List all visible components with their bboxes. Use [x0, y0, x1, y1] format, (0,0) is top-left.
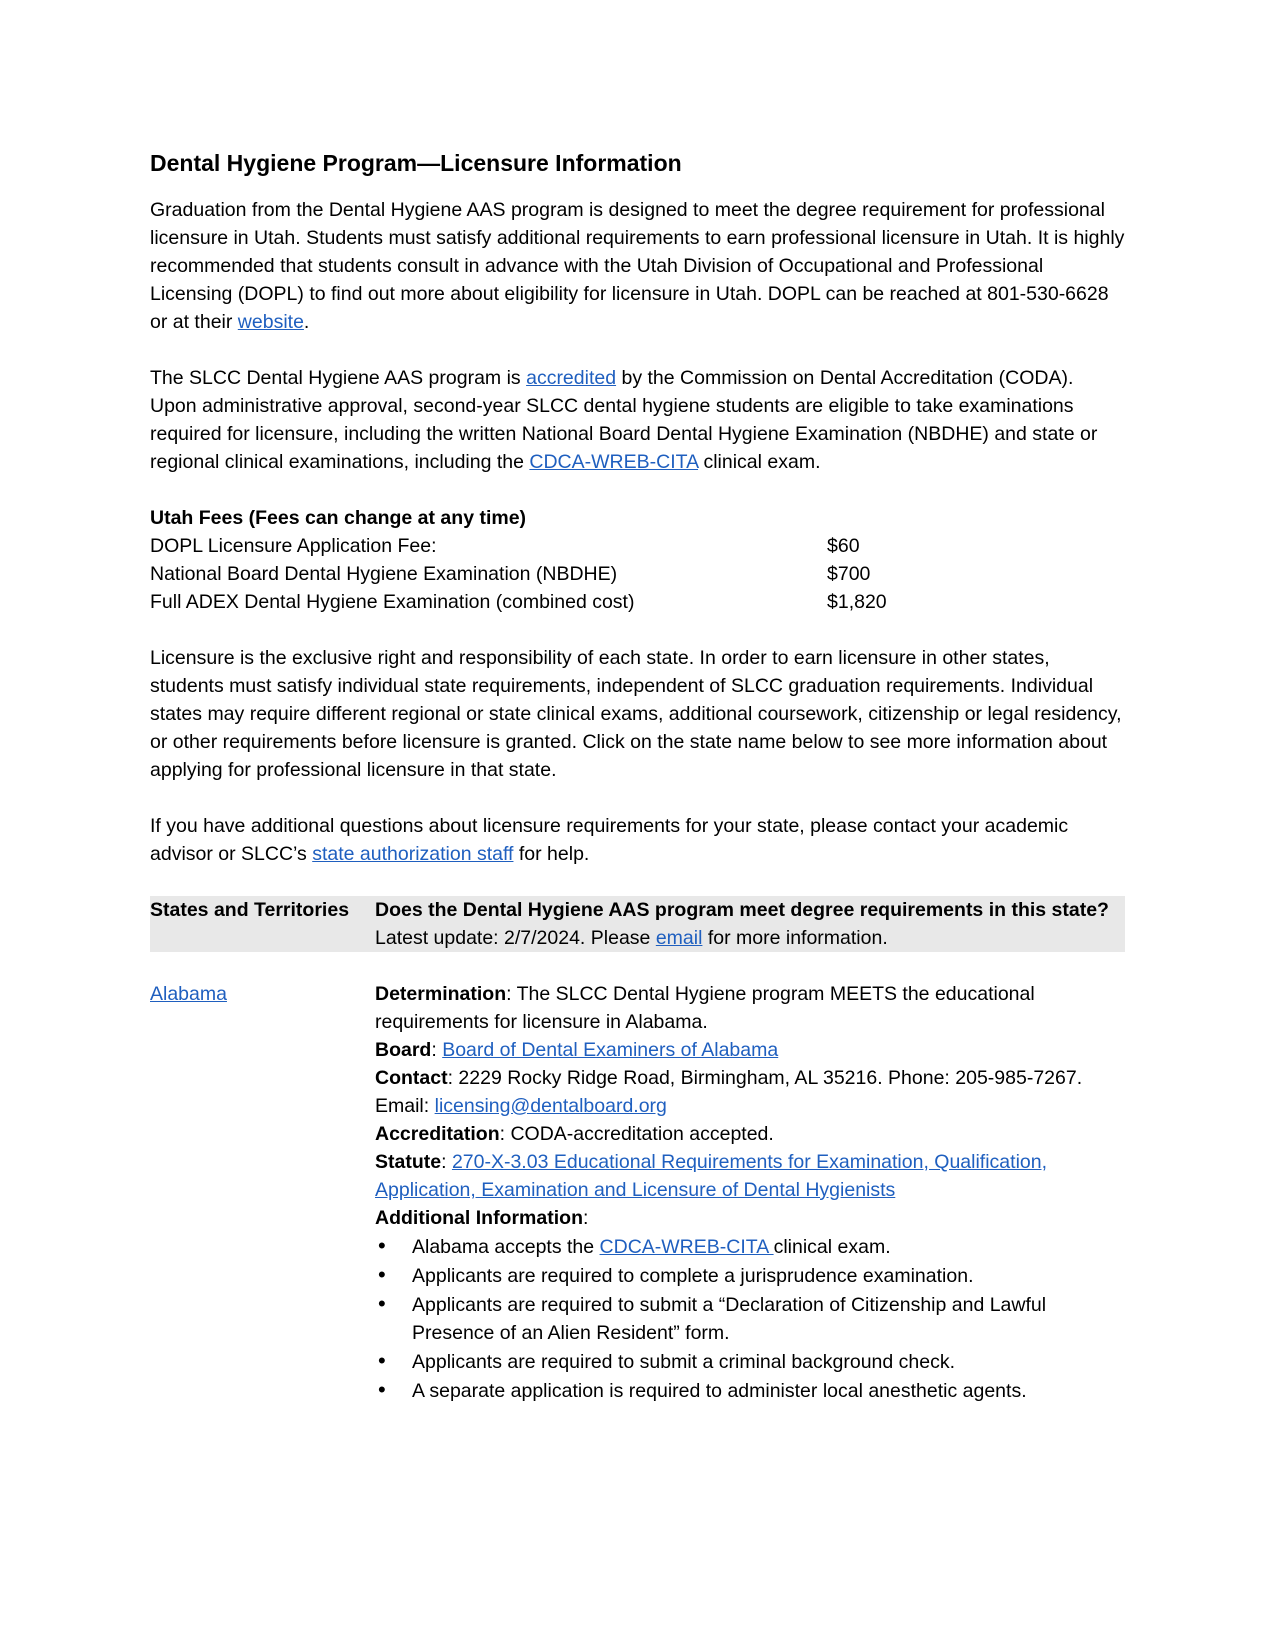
board-line [375, 1036, 1125, 1064]
accreditation-label: Accreditation [375, 1123, 500, 1145]
state-cell [150, 980, 375, 1405]
bullet-text: Alabama accepts the [412, 1236, 600, 1258]
determination-line [375, 980, 1125, 1036]
contact-text: : 2229 Rocky Ridge Road, Birmingham, AL 35216. Phone: 205-985-7267. Email: [375, 1067, 1083, 1117]
fee-label: National Board Dental Hygiene Examination (NBDHE) [150, 563, 618, 585]
statute-sep: : [441, 1151, 452, 1173]
dopl-website-link[interactable]: website [237, 311, 304, 333]
email-link[interactable]: email [655, 927, 703, 949]
board-link[interactable]: Board of Dental Examiners of Alabama [442, 1039, 779, 1061]
additional-info-line [375, 1204, 1125, 1232]
intro-text-end: . [303, 311, 310, 333]
additional-info-label: Additional Information [375, 1207, 583, 1229]
document-content [150, 148, 1125, 1405]
contact-label: Contact [375, 1067, 448, 1089]
requirements-header-text: Does the Dental Hygiene AAS program meet degree requirements in this state? [375, 899, 1109, 921]
contact-line [375, 1064, 1125, 1120]
list-item: • Applicants are required to submit a criminal background check. [412, 1347, 1125, 1376]
table-spacer-row [150, 952, 1125, 980]
intro-paragraph-1 [150, 196, 1125, 336]
cdca-wreb-cita-link-alabama[interactable]: CDCA-WREB-CITA [599, 1236, 774, 1258]
board-label: Board [375, 1039, 432, 1061]
latest-update [375, 924, 1125, 952]
list-item: • A separate application is required to administer local anesthetic agents. [412, 1376, 1125, 1405]
cdca-wreb-cita-link[interactable]: CDCA-WREB-CITA [529, 451, 699, 473]
states-table [150, 896, 1125, 1405]
list-item: • Applicants are required to complete a jurisprudence examination. [412, 1261, 1125, 1290]
fee-label: Full ADEX Dental Hygiene Examination (combined cost) [150, 591, 635, 613]
states-column-header: States and Territories [150, 896, 375, 952]
additional-info-sep: : [582, 1207, 589, 1229]
accredited-link[interactable]: accredited [526, 367, 617, 389]
intro-paragraph-2 [150, 364, 1125, 476]
determination-label: Determination [375, 983, 507, 1005]
fee-row [150, 560, 1125, 588]
licensure-paragraph: Licensure is the exclusive right and responsibility of each state. In order to earn licensure in other states, students must satisfy individual state requirements, independent of SLCC graduation requirements. Individual states may require different regional or state clinical exams, additional coursework, citizenship or legal residency, or other requirements before licensure is granted. Click on the state name below to see more information about applying for professional licensure in that state. [150, 647, 1122, 781]
statute-label: Statute [375, 1151, 442, 1173]
questions-paragraph [150, 812, 1125, 868]
questions-text: If you have additional questions about licensure requirements for your state, please contact your academic advisor or SLCC’s [150, 815, 1069, 865]
update-text: Latest update: 2/7/2024. Please [375, 927, 656, 949]
questions-text-end: for help. [513, 843, 590, 865]
fee-row [150, 532, 1125, 560]
additional-info-list [375, 1232, 1125, 1405]
table-row [150, 980, 1125, 1405]
intro-text-mid: by the Commission on Dental Accreditation (CODA). Upon administrative approval, second-year SLCC dental hygiene students are eligible to take examinations required for licensure, including the written National Board Dental Hygiene Examination (NBDHE) and state or regional clinical examinations, including the [150, 367, 1098, 473]
fee-amount: $60 [827, 535, 860, 557]
contact-email-link[interactable]: licensing@dentalboard.org [434, 1095, 667, 1117]
fee-row [150, 588, 1125, 616]
update-text-end: for more information. [702, 927, 888, 949]
intro-text-end: clinical exam. [698, 451, 821, 473]
fees-title: Utah Fees (Fees can change at any time) [150, 507, 527, 529]
statute-link[interactable]: 270-X-3.03 Educational Requirements for Examination, Qualification, Application, Examination and Licensure of Dental Hygienists [375, 1151, 1048, 1201]
statute-line [375, 1148, 1125, 1204]
state-authorization-staff-link[interactable]: state authorization staff [312, 843, 514, 865]
list-item [412, 1232, 1125, 1261]
intro-text: The SLCC Dental Hygiene AAS program is [150, 367, 527, 389]
list-item: • Applicants are required to submit a “Declaration of Citizenship and Lawful Presence of an Alien Resident” form. [412, 1290, 1125, 1347]
accreditation-line [375, 1120, 1125, 1148]
state-link-alabama[interactable]: Alabama [150, 983, 227, 1005]
fee-amount: $1,820 [827, 591, 887, 613]
page-title: Dental Hygiene Program—Licensure Information [150, 150, 682, 176]
board-sep: : [431, 1039, 443, 1061]
utah-fees-section [150, 504, 1125, 616]
accreditation-text: : CODA-accreditation accepted. [499, 1123, 774, 1145]
table-header-row [150, 896, 1125, 952]
fee-label: DOPL Licensure Application Fee: [150, 535, 437, 557]
bullet-text-end: clinical exam. [773, 1236, 891, 1258]
intro-text: Graduation from the Dental Hygiene AAS program is designed to meet the degree requirement for professional licensure in Utah. Students must satisfy additional requirements to earn professional licensure in Utah. It is highly recommended that students consult in advance with the Utah Division of Occupational and Professional Licensing (DOPL) to find out more about eligibility for licensure in Utah. DOPL can be reached at 801-530-6628 or at their [150, 199, 1125, 333]
determination-text: : The SLCC Dental Hygiene program MEETS the educational requirements for licensure in Alabama. [375, 983, 1035, 1033]
state-details-cell [375, 980, 1125, 1405]
requirements-column-header [375, 896, 1125, 952]
fee-amount: $700 [827, 563, 871, 585]
